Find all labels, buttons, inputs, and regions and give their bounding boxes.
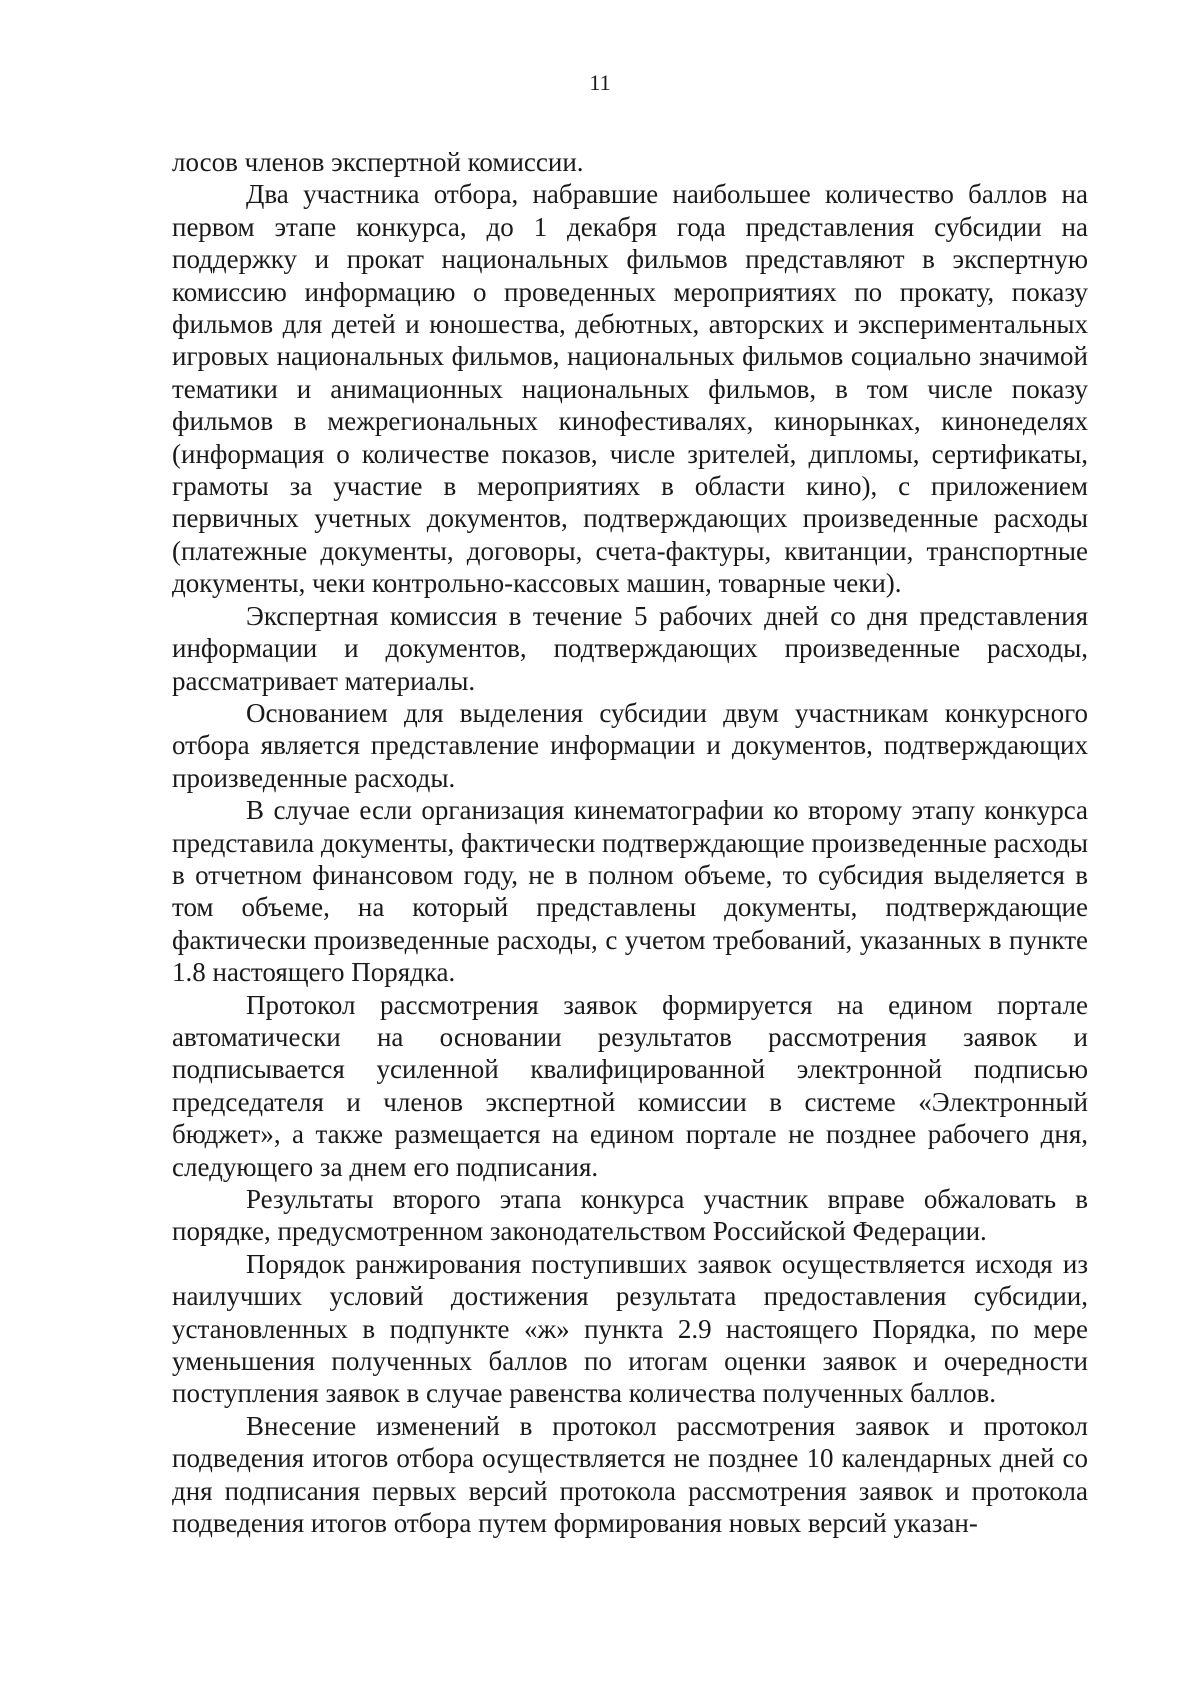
paragraph-partial-documents: В случае если организация кинематографии ко второму этапу конкурса представила документы, фактически подтверждающие произведенные расходы в отчетном финансовом году, не в полном объеме, то субсидия выделяется в том объеме, на который представлены документы, подтверждающие фактически произведенные расходы, с учетом требований, указанных в пункте 1.8 настоящего Порядка. bbox=[172, 795, 1088, 988]
paragraph-commission-review: Экспертная комиссия в течение 5 рабочих дней со дня представления информации и документов, подтверждающих произведенные расходы, рассматривает материалы. bbox=[172, 600, 1088, 696]
paragraph-protocol-changes: Внесение изменений в протокол рассмотрения заявок и протокол подведения итогов отбора осуществляется не позднее 10 календарных дней со дня подписания первых версий протокола рассмотрения заявок и протокола подведения итогов отбора путем формирования новых версий указан- bbox=[172, 1410, 1088, 1539]
paragraph-participants-info: Два участника отбора, набравшие наибольшее количество баллов на первом этапе конкурса, до 1 декабря года представления субсидии на поддержку и прокат национальных фильмов представляют в экспертную комиссию информацию о проведенных мероприятиях по прокату, показу фильмов для детей и юношества, дебютных, авторских и экспериментальных игровых национальных фильмов, национальных фильмов социально значимой тематики и анимационных национальных фильмов, в том числе показу фильмов в межрегиональных кинофестивалях, кинорынках, кинонеделях (информация о количестве показов, числе зрителей, дипломы, сертификаты, грамоты за участие в мероприятиях в области кино), с приложением первичных учетных документов, подтверждающих произведенные расходы (платежные документы, договоры, счета-фактуры, квитанции, транспортные документы, чеки контрольно-кассовых машин, товарные чеки). bbox=[172, 179, 1088, 599]
paragraph-appeal: Результаты второго этапа конкурса участник вправе обжаловать в порядке, предусмотренном законодательством Российской Федерации. bbox=[172, 1184, 1088, 1247]
paragraph-ranking-order: Порядок ранжирования поступивших заявок осуществляется исходя из наилучших условий достижения результата предоставления субсидии, установленных в подпункте «ж» пункта 2.9 настоящего Порядка, по мере уменьшения полученных баллов по итогам оценки заявок и очередности поступления заявок в случае равенства количества полученных баллов. bbox=[172, 1248, 1088, 1409]
page-number: 11 bbox=[589, 70, 611, 95]
paragraph-review-protocol: Протокол рассмотрения заявок формируется на едином портале автоматически на основании результатов рассмотрения заявок и подписывается усиленной квалифицированной электронной подписью председателя и членов экспертной комиссии в системе «Электронный бюджет», а также размещается на едином портале не позднее рабочего дня, следующего за днем его подписания. bbox=[172, 989, 1088, 1182]
paragraph-subsidy-basis: Основанием для выделения субсидии двум участникам конкурсного отбора является представление информации и документов, подтверждающих произведенные расходы. bbox=[172, 697, 1088, 793]
paragraph-continuation: лосов членов экспертной комиссии. bbox=[172, 147, 584, 177]
document-body bbox=[172, 146, 1088, 1539]
